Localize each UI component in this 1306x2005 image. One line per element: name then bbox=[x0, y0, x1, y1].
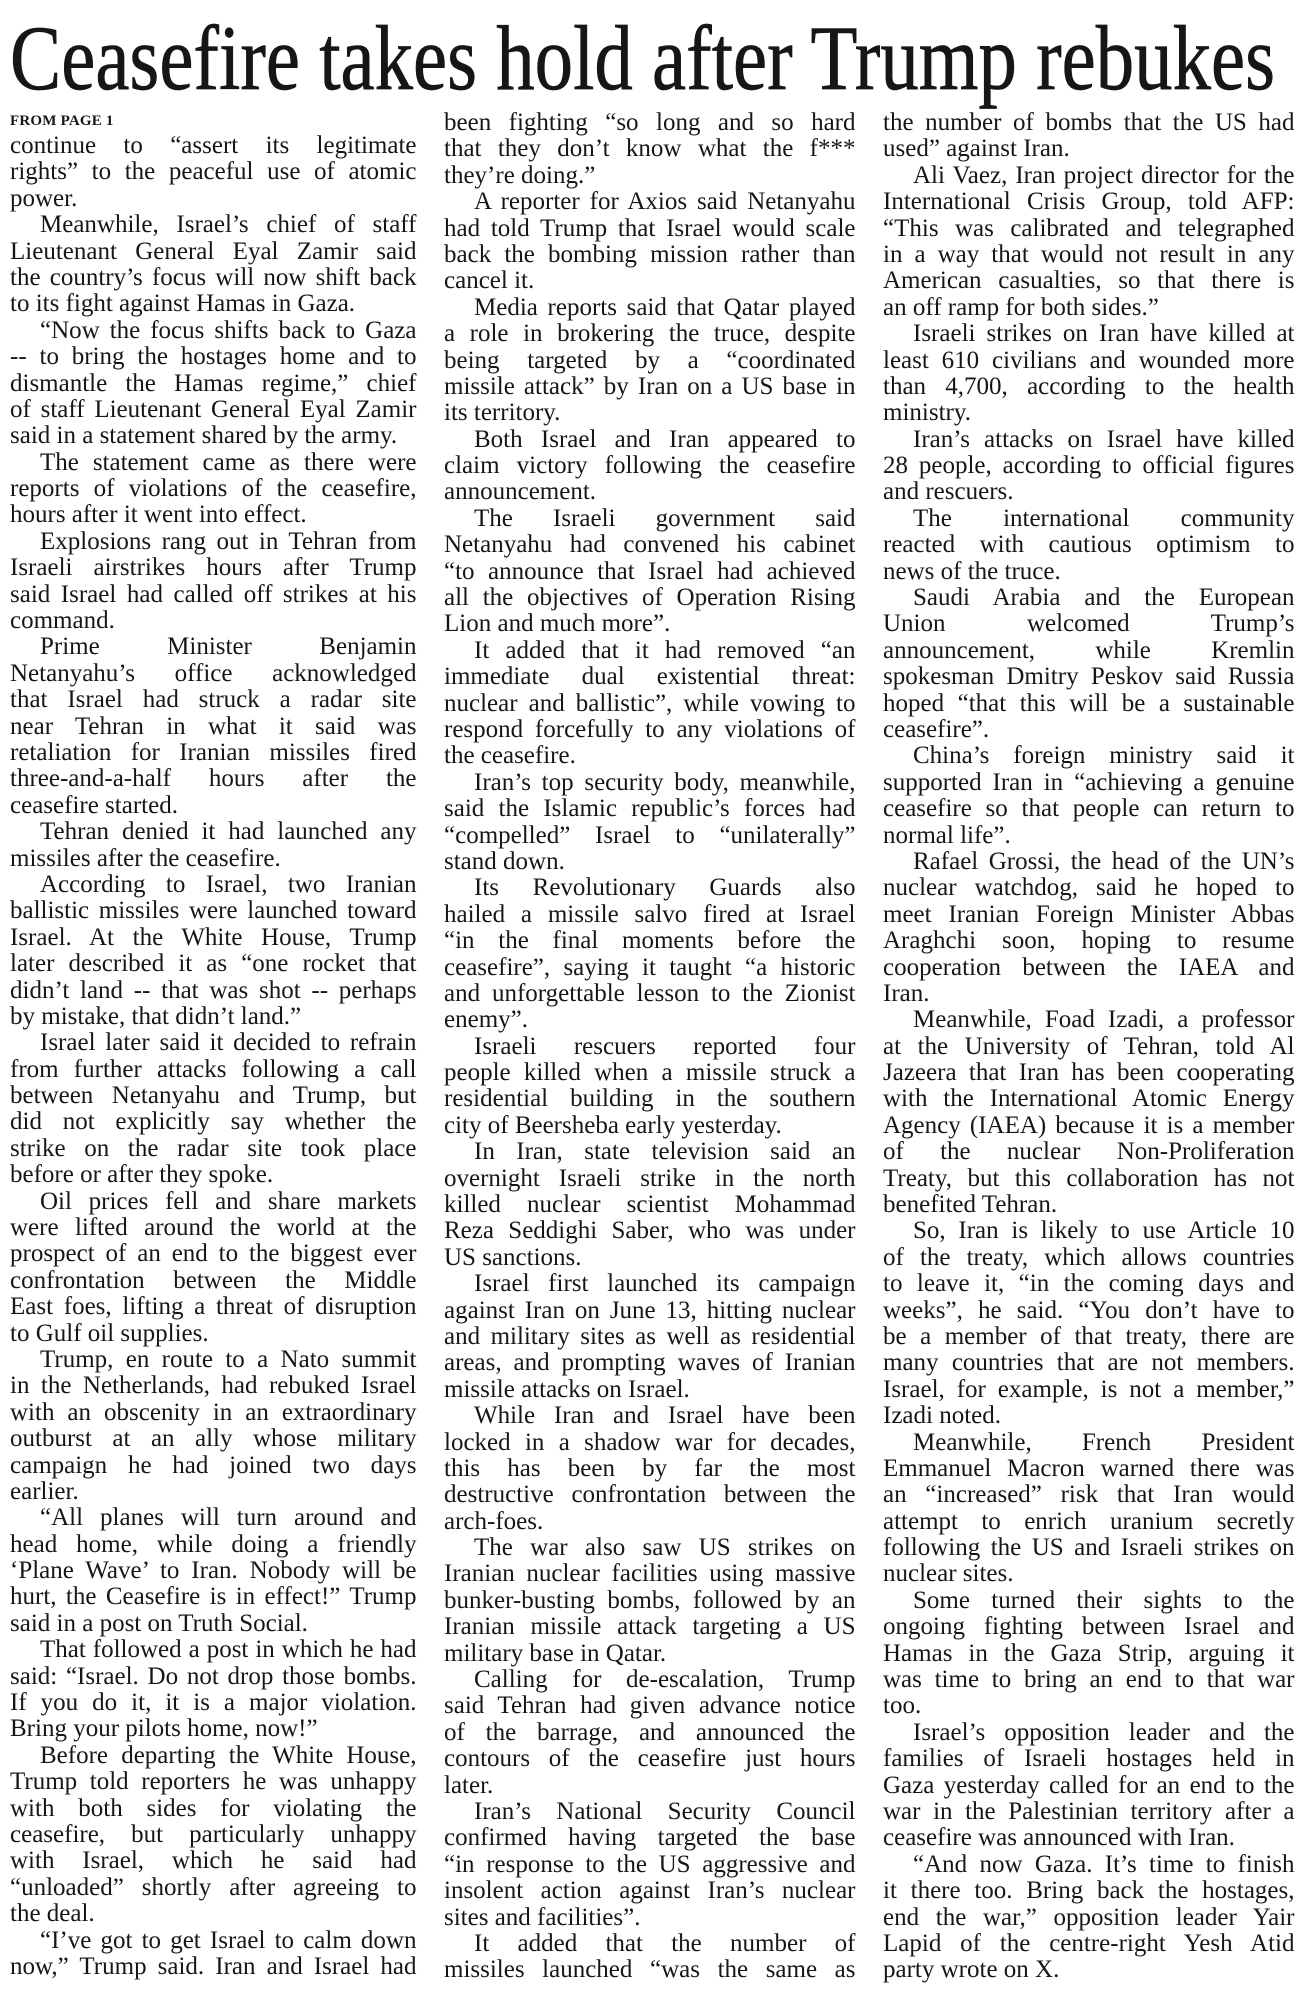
text-line: later described it as “one rocket that bbox=[10, 950, 417, 978]
paragraph bbox=[883, 321, 1295, 427]
text-line: The international community bbox=[913, 504, 1295, 532]
text-line: ceasefire started. bbox=[10, 791, 178, 819]
text-line: and unforgettable lesson to the Zionist bbox=[444, 979, 856, 1007]
paragraph bbox=[883, 1852, 1295, 1984]
paragraph bbox=[883, 110, 1295, 163]
text-line: confirmed having targeted the base bbox=[444, 1824, 856, 1852]
text-line: Gaza yesterday called for an end to the bbox=[883, 1771, 1295, 1799]
text-line: Israel. At the White House, Trump bbox=[10, 923, 417, 951]
text-line: a role in brokering the truce, despite bbox=[444, 320, 856, 348]
paragraph bbox=[444, 110, 856, 189]
text-line: The Israeli government said bbox=[474, 504, 856, 532]
text-line: Tehran denied it had launched any bbox=[40, 818, 417, 846]
text-line: and rescuers. bbox=[883, 478, 1014, 506]
text-line: Meanwhile, French President bbox=[913, 1428, 1295, 1456]
paragraph bbox=[444, 638, 856, 770]
text-line: news of the truce. bbox=[883, 557, 1061, 585]
text-line: to its fight against Hamas in Gaza. bbox=[10, 290, 356, 318]
text-line: command. bbox=[10, 607, 115, 635]
text-line: used” against Iran. bbox=[883, 135, 1070, 163]
text-line: Before departing the White House, bbox=[40, 1741, 417, 1769]
text-line: power. bbox=[10, 184, 78, 212]
text-line: was time to bring an end to that war bbox=[883, 1666, 1295, 1694]
text-line: Israel later said it decided to refrain bbox=[40, 1029, 417, 1057]
text-line: arch-foes. bbox=[444, 1507, 544, 1535]
text-line: Trump, en route to a Nato summit bbox=[40, 1345, 417, 1373]
text-line: reports of violations of the ceasefire, bbox=[10, 475, 417, 503]
paragraph bbox=[10, 1505, 417, 1637]
text-line: said: “Israel. Do not drop those bombs. bbox=[10, 1662, 417, 1690]
text-line: normal life”. bbox=[883, 821, 1011, 849]
text-line: strike on the radar site took place bbox=[10, 1134, 417, 1162]
text-line: spokesman Dmitry Peskov said Russia bbox=[883, 663, 1295, 691]
paragraph bbox=[444, 770, 856, 876]
text-line: nuclear sites. bbox=[883, 1560, 1014, 1588]
text-line: Iranian missile attack targeting a US bbox=[444, 1613, 856, 1641]
text-line: ceasefire so that people can return to bbox=[883, 795, 1295, 823]
paragraph bbox=[10, 1743, 417, 1928]
text-line: the number of bombs that the US had bbox=[883, 109, 1295, 136]
text-line: back the bombing mission rather than bbox=[444, 240, 856, 268]
text-line: head home, while doing a friendly bbox=[10, 1530, 417, 1558]
text-line: insolent action against Iran’s nuclear bbox=[444, 1877, 856, 1905]
text-line: So, Iran is likely to use Article 10 bbox=[913, 1217, 1295, 1245]
paragraph bbox=[444, 1667, 856, 1799]
text-line: East foes, lifting a threat of disruption bbox=[10, 1293, 417, 1321]
paragraph bbox=[444, 506, 856, 638]
text-line: Lion and much more”. bbox=[444, 610, 671, 638]
paragraph bbox=[444, 1403, 856, 1535]
text-line: enemy”. bbox=[444, 1006, 528, 1034]
text-line: Trump told reporters he was unhappy bbox=[10, 1768, 417, 1796]
text-line: later. bbox=[444, 1771, 494, 1799]
text-line: Prime Minister Benjamin bbox=[40, 633, 417, 661]
text-line: benefited Tehran. bbox=[883, 1191, 1058, 1219]
text-line: near Tehran in what it said was bbox=[10, 712, 417, 740]
paragraph bbox=[883, 585, 1295, 743]
text-line: before or after they spoke. bbox=[10, 1161, 274, 1189]
text-line: attempt to enrich uranium secretly bbox=[883, 1507, 1295, 1535]
text-line: “All planes will turn around and bbox=[40, 1504, 417, 1532]
text-line: “This was calibrated and telegraphed bbox=[883, 214, 1295, 242]
text-line: It added that it had removed “an bbox=[474, 636, 856, 664]
text-line: missile attacks on Israel. bbox=[444, 1375, 690, 1403]
text-line: China’s foreign ministry said it bbox=[913, 742, 1295, 770]
paragraph bbox=[883, 849, 1295, 1007]
text-line: “in the final moments before the bbox=[444, 927, 856, 955]
text-line: end the war,” opposition leader Yair bbox=[883, 1903, 1295, 1931]
text-line: It added that the number of bbox=[474, 1929, 856, 1957]
text-line: ceasefire”. bbox=[883, 715, 990, 743]
text-line: nuclear and ballistic”, while vowing to bbox=[444, 689, 856, 717]
text-line: in a way that would not result in any bbox=[883, 240, 1295, 268]
text-line: missiles launched “was the same as bbox=[444, 1956, 856, 1984]
text-line: against Iran on June 13, hitting nuclear bbox=[444, 1296, 856, 1324]
text-line: had told Trump that Israel would scale bbox=[444, 214, 856, 242]
paragraph bbox=[883, 1588, 1295, 1720]
text-line: Netanyahu’s office acknowledged bbox=[10, 659, 417, 687]
text-line: of the barrage, and announced the bbox=[444, 1718, 856, 1746]
text-line: announcement, while Kremlin bbox=[883, 636, 1295, 664]
text-line: If you do it, it is a major violation. bbox=[10, 1689, 417, 1717]
text-line: contours of the ceasefire just hours bbox=[444, 1745, 856, 1773]
paragraph bbox=[444, 427, 856, 506]
text-line: ceasefire”, saying it taught “a historic bbox=[444, 953, 856, 981]
text-line: Israel, for example, is not a member,” bbox=[883, 1375, 1295, 1403]
paragraph bbox=[10, 450, 417, 529]
paragraph bbox=[883, 163, 1295, 321]
text-line: the deal. bbox=[10, 1900, 95, 1928]
text-line: Oil prices fell and share markets bbox=[40, 1187, 417, 1215]
text-line: claim victory following the ceasefire bbox=[444, 452, 856, 480]
text-line: Lapid of the centre-right Yesh Atid bbox=[883, 1929, 1295, 1957]
text-line: retaliation for Iranian missiles fired bbox=[10, 738, 417, 766]
paragraph bbox=[444, 295, 856, 427]
text-line: its territory. bbox=[444, 399, 561, 427]
text-line: weeks”, he said. “You don’t have to bbox=[883, 1296, 1295, 1324]
text-line: Araghchi soon, hoping to resume bbox=[883, 927, 1295, 955]
text-line: from further attacks following a call bbox=[10, 1055, 417, 1083]
text-line: ministry. bbox=[883, 399, 971, 427]
paragraph bbox=[10, 1030, 417, 1188]
text-line: supported Iran in “achieving a genuine bbox=[883, 768, 1295, 796]
text-line: with both sides for violating the bbox=[10, 1794, 417, 1822]
text-line: Netanyahu had convened his cabinet bbox=[444, 531, 856, 559]
text-line: all the objectives of Operation Rising bbox=[444, 584, 856, 612]
paragraph bbox=[444, 1799, 856, 1931]
text-line: with the International Atomic Energy bbox=[883, 1085, 1295, 1113]
text-line: locked in a shadow war for decades, bbox=[444, 1428, 856, 1456]
paragraph bbox=[883, 506, 1295, 585]
text-line: areas, and prompting waves of Iranian bbox=[444, 1349, 856, 1377]
text-line: While Iran and Israel have been bbox=[474, 1402, 856, 1430]
text-line: Ali Vaez, Iran project director for the bbox=[913, 161, 1295, 189]
text-line: cooperation between the IAEA and bbox=[883, 953, 1295, 981]
text-line: 28 people, according to official figures bbox=[883, 452, 1295, 480]
text-line: party wrote on X. bbox=[883, 1956, 1060, 1984]
text-line: overnight Israeli strike in the north bbox=[444, 1164, 856, 1192]
text-line: Lieutenant General Eyal Zamir said bbox=[10, 237, 417, 265]
text-line: destructive confrontation between the bbox=[444, 1481, 856, 1509]
paragraph bbox=[444, 1271, 856, 1403]
paragraph bbox=[444, 875, 856, 1033]
text-line: Meanwhile, Israel’s chief of staff bbox=[40, 211, 417, 239]
text-line: people killed when a missile struck a bbox=[444, 1059, 856, 1087]
text-line: Explosions rang out in Tehran from bbox=[40, 527, 417, 555]
article-column-1 bbox=[10, 110, 417, 1980]
text-line: Iran’s National Security Council bbox=[474, 1798, 856, 1825]
text-line: nuclear watchdog, said he hoped to bbox=[883, 874, 1295, 902]
text-line: Calling for de-escalation, Trump bbox=[474, 1666, 856, 1694]
text-line: Izadi noted. bbox=[883, 1402, 1002, 1430]
text-line: Iran’s attacks on Israel have killed bbox=[913, 425, 1295, 453]
text-line: hoped “that this will be a sustainable bbox=[883, 689, 1295, 717]
text-line: being targeted by a “coordinated bbox=[444, 346, 856, 374]
paragraph bbox=[883, 743, 1295, 849]
text-line: bunker-busting bombs, followed by an bbox=[444, 1586, 856, 1614]
text-line: The statement came as there were bbox=[40, 448, 417, 476]
text-line: military base in Qatar. bbox=[444, 1639, 667, 1667]
text-line: Agency (IAEA) because it is a member bbox=[883, 1111, 1295, 1139]
text-line: following the US and Israeli strikes on bbox=[883, 1534, 1295, 1562]
text-line: confrontation between the Middle bbox=[10, 1266, 417, 1294]
text-line: many countries that are not members. bbox=[883, 1349, 1295, 1377]
paragraph bbox=[10, 872, 417, 1030]
text-line: Both Israel and Iran appeared to bbox=[474, 425, 856, 453]
text-line: to Gulf oil supplies. bbox=[10, 1319, 209, 1347]
text-line: Rafael Grossi, the head of the UN’s bbox=[913, 847, 1295, 875]
text-line: immediate dual existential threat: bbox=[444, 663, 856, 691]
text-line: said in a statement shared by the army. bbox=[10, 422, 398, 450]
text-line: Some turned their sights to the bbox=[913, 1586, 1295, 1614]
paragraph bbox=[444, 189, 856, 295]
text-line: campaign he had joined two days bbox=[10, 1451, 417, 1479]
text-line: In Iran, state television said an bbox=[474, 1138, 856, 1166]
text-line: of the nuclear Non-Proliferation bbox=[883, 1138, 1295, 1166]
text-line: with an obscenity in an extraordinary bbox=[10, 1398, 417, 1426]
text-line: hailed a missile salvo fired at Israel bbox=[444, 900, 856, 928]
text-line: “Now the focus shifts back to Gaza bbox=[40, 316, 417, 344]
text-line: an off ramp for both sides.” bbox=[883, 293, 1159, 321]
text-line: now,” Trump said. Iran and Israel had bbox=[10, 1952, 417, 1980]
text-line: Treaty, but this collaboration has not bbox=[883, 1164, 1295, 1192]
text-line: “unloaded” shortly after agreeing to bbox=[10, 1873, 417, 1901]
text-line: than 4,700, according to the health bbox=[883, 372, 1295, 400]
text-line: The war also saw US strikes on bbox=[474, 1534, 856, 1562]
text-line: Israel’s opposition leader and the bbox=[913, 1718, 1295, 1746]
text-line: According to Israel, two Iranian bbox=[40, 870, 417, 898]
text-line: Jazeera that Iran has been cooperating bbox=[883, 1059, 1295, 1087]
paragraph bbox=[10, 133, 417, 212]
text-line: Saudi Arabia and the European bbox=[913, 584, 1295, 612]
text-line: killed nuclear scientist Mohammad bbox=[444, 1191, 856, 1219]
paragraph bbox=[10, 212, 417, 318]
text-line: missiles after the ceasefire. bbox=[10, 844, 281, 872]
text-line: “in response to the US aggressive and bbox=[444, 1850, 856, 1878]
text-line: continue to “assert its legitimate bbox=[10, 132, 417, 159]
text-line: to leave it, “in the coming days and bbox=[883, 1270, 1295, 1298]
text-line: ballistic missiles were launched toward bbox=[10, 897, 417, 925]
text-line: earlier. bbox=[10, 1477, 79, 1505]
text-line: in the Netherlands, had rebuked Israel bbox=[10, 1372, 417, 1400]
text-line: Israel first launched its campaign bbox=[474, 1270, 856, 1298]
article-column-3 bbox=[883, 110, 1295, 1984]
text-line: least 610 civilians and wounded more bbox=[883, 346, 1295, 374]
text-line: meet Iranian Foreign Minister Abbas bbox=[883, 900, 1295, 928]
text-line: cancel it. bbox=[444, 267, 535, 295]
text-line: “I’ve got to get Israel to calm down bbox=[40, 1926, 417, 1954]
text-line: “And now Gaza. It’s time to finish bbox=[913, 1850, 1295, 1878]
paragraph bbox=[10, 819, 417, 872]
text-line: between Netanyahu and Trump, but bbox=[10, 1082, 417, 1110]
text-line: Meanwhile, Foad Izadi, a professor bbox=[913, 1006, 1295, 1034]
text-line: the country’s focus will now shift back bbox=[10, 263, 417, 291]
text-line: “to announce that Israel had achieved bbox=[444, 557, 856, 585]
text-line: they’re doing.” bbox=[444, 161, 596, 189]
text-line: residential building in the southern bbox=[444, 1085, 856, 1113]
text-line: families of Israeli hostages held in bbox=[883, 1745, 1295, 1773]
text-line: US sanctions. bbox=[444, 1243, 582, 1271]
text-line: missile attack” by Iran on a US base in bbox=[444, 372, 856, 400]
text-line: International Crisis Group, told AFP: bbox=[883, 188, 1295, 216]
paragraph bbox=[10, 1189, 417, 1347]
article-column-2 bbox=[444, 110, 856, 1984]
paragraph bbox=[10, 1928, 417, 1981]
paragraph bbox=[10, 318, 417, 450]
text-line: an “increased” risk that Iran would bbox=[883, 1481, 1295, 1509]
text-line: be a member of that treaty, there are bbox=[883, 1322, 1295, 1350]
text-line: said Tehran had given advance notice bbox=[444, 1692, 856, 1720]
text-line: did not explicitly say whether the bbox=[10, 1108, 417, 1136]
text-line: A reporter for Axios said Netanyahu bbox=[474, 188, 856, 216]
text-line: Emmanuel Macron warned there was bbox=[883, 1454, 1295, 1482]
paragraph bbox=[10, 634, 417, 819]
text-line: by mistake, that didn’t land.” bbox=[10, 1002, 302, 1030]
text-line: -- to bring the hostages home and to bbox=[10, 343, 417, 371]
text-line: Hamas in the Gaza Strip, arguing it bbox=[883, 1639, 1295, 1667]
text-line: Israeli strikes on Iran have killed at bbox=[913, 320, 1295, 348]
text-line: this has been by far the most bbox=[444, 1454, 856, 1482]
text-line: didn’t land -- that was shot -- perhaps bbox=[10, 976, 417, 1004]
text-line: with Israel, which he said had bbox=[10, 1847, 417, 1875]
text-line: outburst at an ally whose military bbox=[10, 1425, 417, 1453]
paragraph bbox=[444, 1139, 856, 1271]
text-line: of the treaty, which allows countries bbox=[883, 1243, 1295, 1271]
text-line: said Israel had called off strikes at his bbox=[10, 580, 417, 608]
paragraph bbox=[444, 1535, 856, 1667]
paragraph bbox=[10, 1637, 417, 1743]
paragraph bbox=[444, 1034, 856, 1140]
text-line: said in a post on Truth Social. bbox=[10, 1609, 308, 1637]
text-line: Israeli rescuers reported four bbox=[474, 1032, 856, 1060]
text-line: Reza Seddighi Saber, who was under bbox=[444, 1217, 856, 1245]
text-line: hurt, the Ceasefire is in effect!” Trump bbox=[10, 1583, 417, 1611]
text-line: respond forcefully to any violations of bbox=[444, 715, 856, 743]
text-line: Israeli airstrikes hours after Trump bbox=[10, 554, 417, 582]
paragraph bbox=[883, 1720, 1295, 1852]
paragraph bbox=[883, 1430, 1295, 1588]
text-line: Media reports said that Qatar played bbox=[474, 293, 856, 321]
text-line: Its Revolutionary Guards also bbox=[474, 874, 856, 902]
text-line: were lifted around the world at the bbox=[10, 1214, 417, 1242]
paragraph bbox=[883, 1007, 1295, 1218]
text-line: the ceasefire. bbox=[444, 742, 576, 770]
text-line: city of Beersheba early yesterday. bbox=[444, 1111, 782, 1139]
text-line: that they don’t know what the f*** bbox=[444, 135, 856, 163]
paragraph bbox=[883, 1218, 1295, 1429]
text-line: stand down. bbox=[444, 847, 565, 875]
text-line: American casualties, so that there is bbox=[883, 267, 1295, 295]
text-line: hours after it went into effect. bbox=[10, 501, 307, 529]
text-line: That followed a post in which he had bbox=[40, 1636, 417, 1664]
text-line: Bring your pilots home, now!” bbox=[10, 1715, 318, 1743]
text-line: said the Islamic republic’s forces had bbox=[444, 795, 856, 823]
paragraph bbox=[883, 427, 1295, 506]
text-line: three-and-a-half hours after the bbox=[10, 765, 417, 793]
text-line: ‘Plane Wave’ to Iran. Nobody will be bbox=[10, 1557, 417, 1585]
text-line: Union welcomed Trump’s bbox=[883, 610, 1295, 638]
text-line: announcement. bbox=[444, 478, 597, 506]
text-line: of staff Lieutenant General Eyal Zamir bbox=[10, 395, 417, 423]
text-line: ceasefire, but particularly unhappy bbox=[10, 1821, 417, 1848]
paragraph bbox=[10, 529, 417, 635]
kicker-from-page: FROM PAGE 1 bbox=[10, 113, 114, 129]
text-line: “compelled” Israel to “unilaterally” bbox=[444, 821, 856, 849]
text-line: been fighting “so long and so hard bbox=[444, 109, 856, 136]
text-line: Iran. bbox=[883, 979, 930, 1007]
text-line: war in the Palestinian territory after a bbox=[883, 1798, 1295, 1825]
text-line: that Israel had struck a radar site bbox=[10, 686, 417, 714]
paragraph bbox=[10, 1347, 417, 1505]
text-line: too. bbox=[883, 1692, 922, 1720]
text-line: ceasefire was announced with Iran. bbox=[883, 1824, 1235, 1852]
text-line: Iran’s top security body, meanwhile, bbox=[474, 768, 856, 796]
text-line: and military sites as well as residential bbox=[444, 1322, 856, 1350]
text-line: ongoing fighting between Israel and bbox=[883, 1613, 1295, 1641]
text-line: rights” to the peaceful use of atomic bbox=[10, 158, 417, 186]
text-line: reacted with cautious optimism to bbox=[883, 531, 1295, 559]
text-line: prospect of an end to the biggest ever bbox=[10, 1240, 417, 1268]
paragraph bbox=[444, 1931, 856, 1984]
text-line: dismantle the Hamas regime,” chief bbox=[10, 369, 417, 397]
headline: Ceasefire takes hold after Trump rebukes bbox=[10, 7, 1275, 109]
text-line: it there too. Bring back the hostages, bbox=[883, 1877, 1295, 1905]
text-line: sites and facilities”. bbox=[444, 1903, 641, 1931]
text-line: at the University of Tehran, told Al bbox=[883, 1032, 1295, 1060]
text-line: Iranian nuclear facilities using massive bbox=[444, 1560, 856, 1588]
